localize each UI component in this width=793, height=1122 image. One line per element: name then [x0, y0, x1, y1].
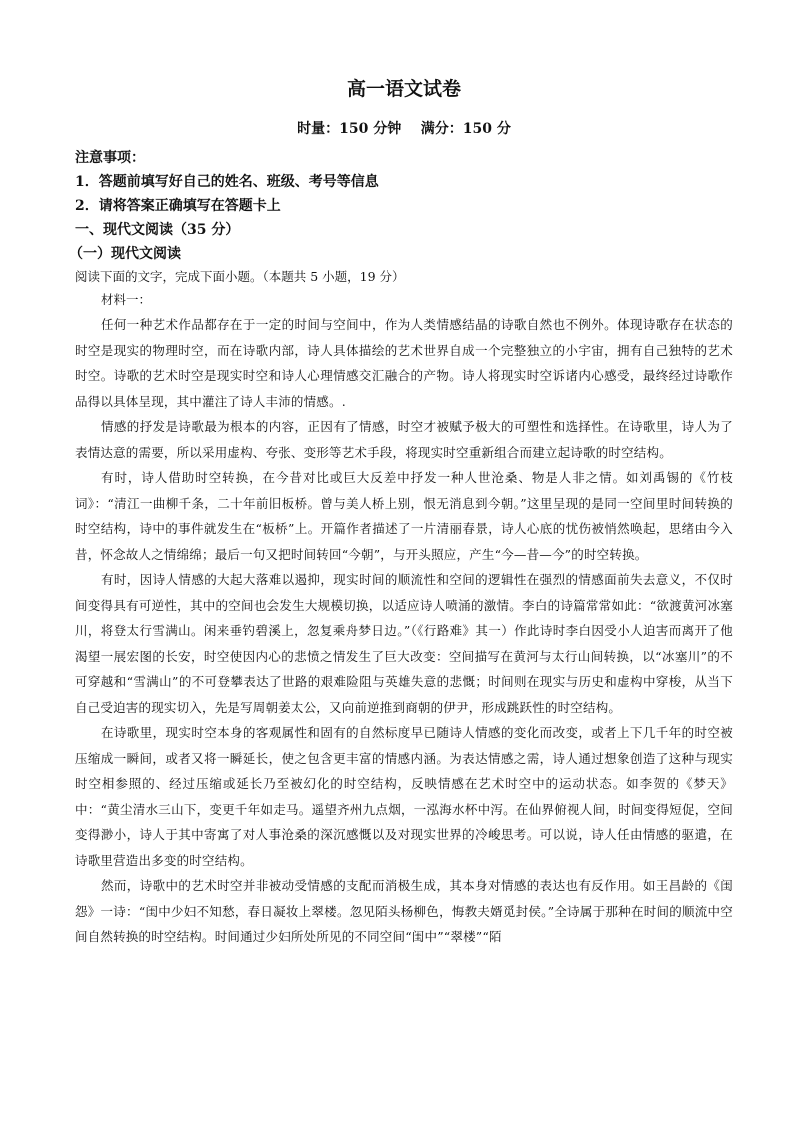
note-item: 2．请将答案正确填写在答题卡上 — [75, 198, 281, 214]
paragraph: 有时，诗人借助时空转换，在今昔对比或巨大反差中抒发一种人世沧桑、物是人非之情。如刘禹锡的《竹枝词》：“清江一曲柳千条，二十年前旧板桥。曾与美人桥上别，恨无消息到今朝。”这里呈现的是同一空间里时间转换的时空结构，诗中的事件就发生在“板桥”上。开篇作者描述了一片清丽春景，诗人心底的忧伤被悄然唤起，思绪由今入昔，怀念故人之情绵绵；最后一句又把时间转回“今朝”，与开头照应，产生“今—昔—今”的时空转换。 — [75, 470, 733, 562]
page-title: 高一语文试卷 — [346, 78, 461, 100]
exam-meta: 时量：150 分钟 满分：150 分 — [297, 121, 511, 137]
paragraph: 在诗歌里，现实时空本身的客观属性和固有的自然标度早已随诗人情感的变化而改变，或者上下几千年的时空被压缩成一瞬间，或者又将一瞬延长，使之包含更丰富的情感内涵。为表达情感之需，诗人通过想象创造了这种与现实时空相参照的、经过压缩或延长乃至被幻化的时空结构，反映情感在艺术时空中的运动状态。如李贺的《梦天》中：“黄尘清水三山下，变更千年如走马。遥望齐州九点烟，一泓海水杯中泻。在仙界俯视人间，时间变得短促，空间变得渺小，诗人于其中寄寓了对人事沧桑的深沉感慨以及对现实世界的冷峻思考。可以说，诗人任由情感的驱遣，在诗歌里营造出多变的时空结构。 — [75, 725, 733, 868]
paragraph: 然而，诗歌中的艺术时空并非被动受情感的支配而消极生成，其本身对情感的表达也有反作用。如王昌龄的《闺怨》一诗：“闺中少妇不知愁，春日凝妆上翠楼。忽见陌头杨柳色，悔教夫婿觅封侯。”全诗属于那种在时间的顺流中空间自然转换的时空结构。时间通过少妇所处所见的不同空间“闺中”“翠楼”“陌 — [75, 878, 733, 944]
subsection-heading: （一）现代文阅读 — [69, 246, 181, 262]
material-label: 材料一： — [101, 292, 152, 307]
paragraph: 情感的抒发是诗歌最为根本的内容，正因有了情感，时空才被赋予极大的可塑性和选择性。在诗歌里，诗人为了表情达意的需要，所以采用虚构、夸张、变形等艺术手段，将现实时空重新组合而建立起诗歌的时空结构。 — [75, 419, 733, 460]
paragraph: 任何一种艺术作品都存在于一定的时间与空间中，作为人类情感结晶的诗歌自然也不例外。体现诗歌存在状态的时空是现实的物理时空，而在诗歌内部，诗人具体描绘的艺术世界自成一个完整独立的小宇宙，拥有自己独特的艺术时空。诗歌的艺术时空是现实时空和诗人心理情感交汇融合的产物。诗人将现实时空诉诸内心感受，最终经过诗歌作品得以具体呈现，其中灌注了诗人丰沛的情感。. — [75, 317, 733, 409]
note-item: 1．答题前填写好自己的姓名、班级、考号等信息 — [75, 174, 379, 190]
section-heading: 一、现代文阅读（35 分） — [75, 222, 240, 238]
instruction-text: 阅读下面的文字，完成下面小题。（本题共 5 小题，19 分） — [75, 269, 405, 284]
notes-heading: 注意事项： — [75, 150, 145, 166]
paragraph: 有时，因诗人情感的大起大落难以遏抑，现实时间的顺流性和空间的逻辑性在强烈的情感面前失去意义，不仅时间变得具有可逆性，其中的空间也会发生大规模切换，以适应诗人喷涌的激情。李白的诗篇常常如此：“欲渡黄河冰塞川，将登太行雪满山。闲来垂钓碧溪上，忽复乘舟梦日边。”（《行路难》其一）作此诗时李白因受小人迫害而离开了他渴望一展宏图的长安，时空使因内心的悲愤之情发生了巨大改变：空间描写在黄河与太行山间转换，以“冰塞川”的不可穿越和“雪满山”的不可登攀表达了世路的艰难险阻与英雄失意的悲慨；时间则在现实与历史和虚构中穿梭，从当下自己受迫害的现实切入，先是写周朝姜太公，又向前逆推到商朝的伊尹，形成跳跃性的时空结构。 — [75, 572, 733, 715]
